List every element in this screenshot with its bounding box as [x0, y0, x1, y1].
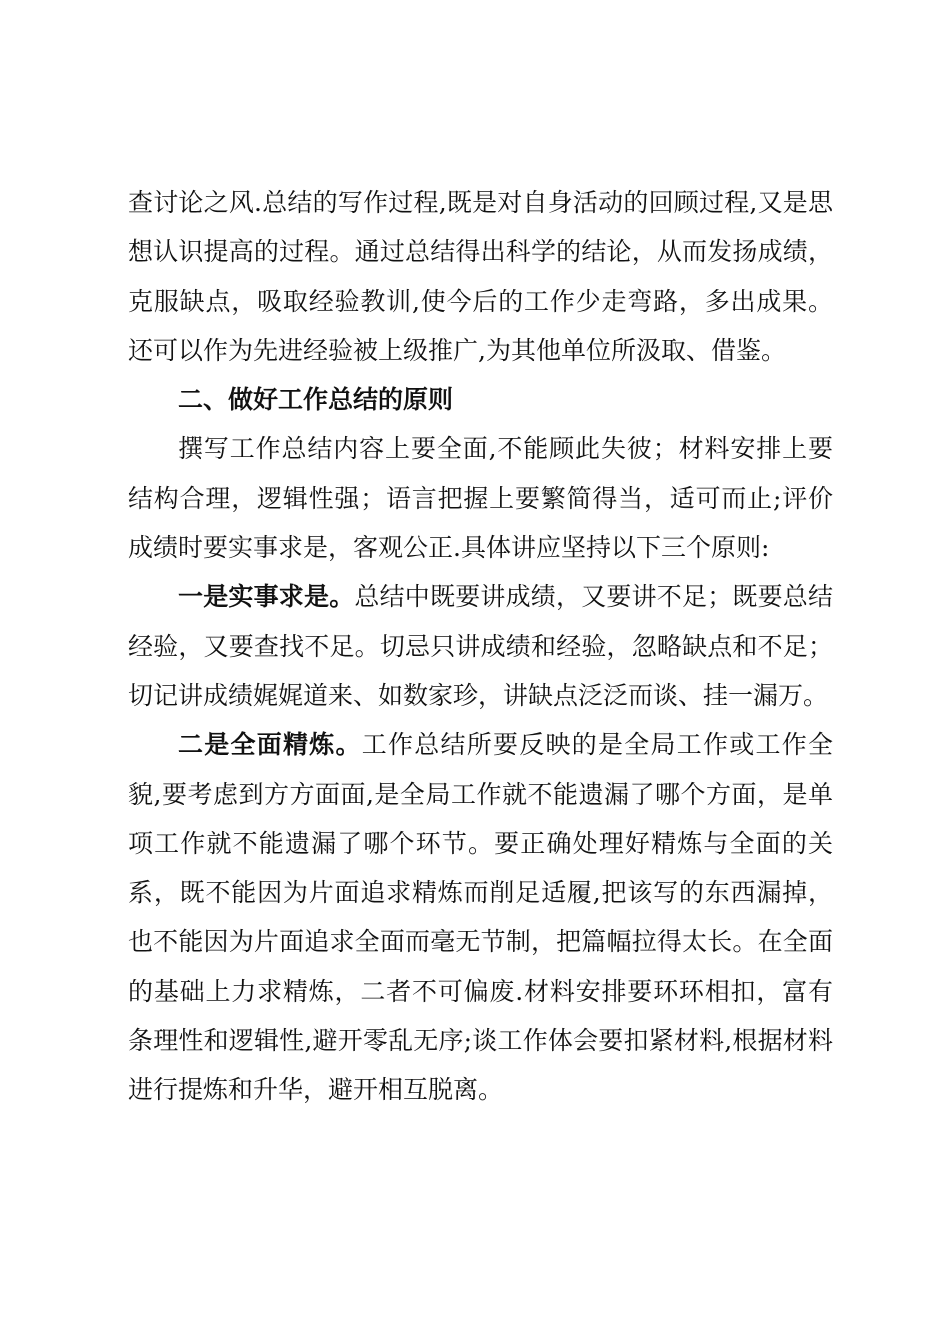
paragraph-principle-two: [128, 720, 833, 1114]
paragraph-text: 工作总结所要反映的是全局工作或工作全貌,要考虑到方方面面,是全局工作就不能遗漏了哪个方面，是单项工作就不能遗漏了哪个环节。要正确处理好精炼与全面的关系，既不能因为片面追求精炼而削足适履,把该写的东西漏掉，也不能因为片面追求全面而毫无节制，把篇幅拉得太长。在全面的基础上力求精炼，二者不可偏废.材料安排要环环相扣，富有条理性和逻辑性,避开零乱无序;谈工作体会要扣紧材料,根据材料进行提炼和升华，避开相互脱离。: [128, 730, 833, 1105]
paragraph-principle-one: [128, 572, 833, 720]
principle-lead: 一是实事求是。: [178, 582, 355, 612]
paragraph-summary-purpose: [128, 178, 833, 375]
principle-lead: 二是全面精炼。: [178, 730, 362, 760]
paragraph-text: 撰写工作总结内容上要全面,不能顾此失彼；材料安排上要结构合理，逻辑性强；语言把握上要繁简得当，适可而止;评价成绩时要实事求是，客观公正.具体讲应坚持以下三个原则:: [128, 434, 833, 563]
paragraph-text: 总结中既要讲成绩，又要讲不足；既要总结经验，又要查找不足。切忌只讲成绩和经验，忽略缺点和不足；切记讲成绩娓娓道来、如数家珍，讲缺点泛泛而谈、挂一漏万。: [128, 582, 833, 710]
paragraph-text: 查讨论之风.总结的写作过程,既是对自身活动的回顾过程,又是思想认识提高的过程。通过总结得出科学的结论，从而发扬成绩，克服缺点，吸取经验教训,使今后的工作少走弯路，多出成果。还可以作为先进经验被上级推广,为其他单位所汲取、借鉴。: [128, 188, 833, 365]
section-heading-text: 二、做好工作总结的原则: [178, 385, 454, 415]
section-heading: [128, 375, 833, 424]
document-body: [128, 178, 833, 1115]
paragraph-principles-intro: [128, 424, 833, 572]
